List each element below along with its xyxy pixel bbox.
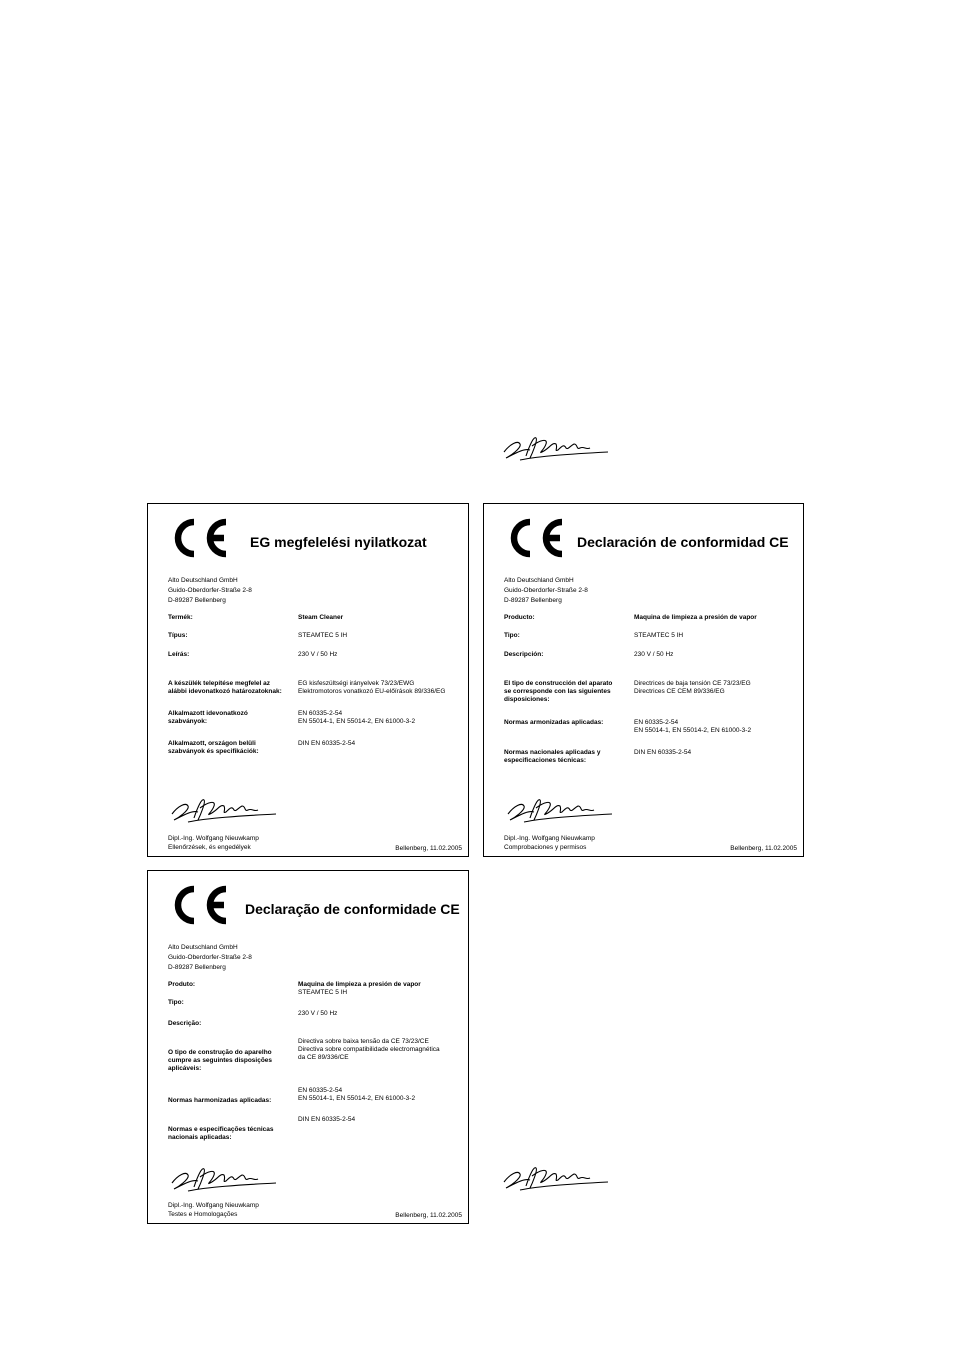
row-label: Alkalmazott, országon belüli szabványok és specifikációk: <box>168 740 259 755</box>
ce-mark-icon <box>168 883 230 927</box>
row-label: Normas harmonizadas aplicadas: <box>168 1097 272 1104</box>
row-label: Descripción: <box>504 651 544 658</box>
row-value: Directiva sobre baixa tensão da CE 73/23/CE Directiva sobre compatibilidade electromagnética da CE 89/336/CE <box>298 1038 440 1061</box>
declaration-card-hu <box>147 503 469 857</box>
signer-block: Dipl.-Ing. Wolfgang Nieuwkamp Ellenőrzések, és engedélyek <box>168 835 259 851</box>
row-value: EN 60335-2-54 EN 55014-1, EN 55014-2, EN 61000-3-2 <box>298 1087 416 1102</box>
place-date: Bellenberg, 11.02.2005 <box>730 845 797 852</box>
row-label: Descrição: <box>168 1020 202 1027</box>
row-label: O tipo de construção do aparelho cumpre as seguintes disposições aplicáveis: <box>168 1049 273 1072</box>
row-value: DIN EN 60335-2-54 <box>298 1116 356 1123</box>
row-label: Tipo: <box>168 999 184 1006</box>
row-value: Steam Cleaner <box>298 614 344 621</box>
ce-mark-icon <box>168 516 230 560</box>
place-date: Bellenberg, 11.02.2005 <box>395 845 462 852</box>
row-value: EN 60335-2-54 EN 55014-1, EN 55014-2, EN 61000-3-2 <box>298 710 416 725</box>
row-label: Tipo: <box>504 632 520 639</box>
row-label: Leírás: <box>168 651 190 658</box>
company-address: Alto Deutschland GmbH Guido-Oberdorfer-Straße 2-8 D-89287 Bellenberg <box>168 944 252 971</box>
row-label: Producto: <box>504 614 535 621</box>
row-label: Normas armonizadas aplicadas: <box>504 719 604 726</box>
row-label: Termék: <box>168 614 193 621</box>
signer-block: Dipl.-Ing. Wolfgang Nieuwkamp Testes e Homologações <box>168 1202 259 1218</box>
row-value: STEAMTEC 5 IH <box>298 632 348 639</box>
place-date: Bellenberg, 11.02.2005 <box>395 1212 462 1219</box>
row-value: DIN EN 60335-2-54 <box>298 740 356 747</box>
signature-icon <box>168 1161 280 1195</box>
row-value: Directrices de baja tensión CE 73/23/EG Directrices CE CEM 89/336/EG <box>634 680 751 695</box>
signature-icon <box>504 792 616 826</box>
row-label: Típus: <box>168 632 188 639</box>
company-address: Alto Deutschland GmbH Guido-Oberdorfer-Straße 2-8 D-89287 Bellenberg <box>504 577 588 604</box>
declaration-title: EG megfelelési nyilatkozat <box>250 534 427 550</box>
row-value: EN 60335-2-54 EN 55014-1, EN 55014-2, EN 61000-3-2 <box>634 719 752 734</box>
row-label: Produto: <box>168 981 196 988</box>
signature-image <box>500 430 612 464</box>
signer-block: Dipl.-Ing. Wolfgang Nieuwkamp Comprobaciones y permisos <box>504 835 595 851</box>
ce-mark-icon <box>504 516 566 560</box>
row-value: 230 V / 50 Hz <box>634 651 674 658</box>
company-address: Alto Deutschland GmbH Guido-Oberdorfer-Straße 2-8 D-89287 Bellenberg <box>168 577 252 604</box>
row-value: DIN EN 60335-2-54 <box>634 749 692 756</box>
row-label: Alkalmazott idevonatkozó szabványok: <box>168 710 248 725</box>
row-value: EG kisfeszültségi irányelvek 73/23/EWG Elektromotoros vonatkozó EU-előírások 89/336/EG <box>298 680 446 695</box>
row-label: Normas nacionales aplicadas y especificaciones técnicas: <box>504 749 601 764</box>
declaration-card-pt <box>147 870 469 1224</box>
signature-icon <box>168 792 280 826</box>
row-value: 230 V / 50 Hz <box>298 651 338 658</box>
row-label: A készülék telepítése megfelel az alábbi idevonatkozó határozatoknak: <box>168 680 282 695</box>
signature-image <box>500 1160 612 1194</box>
row-label: Normas e especificações técnicas nacionais aplicadas: <box>168 1126 274 1141</box>
row-value: 230 V / 50 Hz <box>298 1010 338 1017</box>
declaration-title: Declaração de conformidade CE <box>245 901 460 917</box>
signature-icon <box>500 1160 612 1194</box>
row-value: Maquina de limpieza a presión de vapor <box>634 614 757 621</box>
signature-icon <box>500 430 612 464</box>
row-label: El tipo de construcción del aparato se corresponde con las siguientes disposiciones: <box>504 680 613 703</box>
declaration-title: Declaración de conformidad CE <box>577 534 789 550</box>
row-value: STEAMTEC 5 IH <box>634 632 684 639</box>
declaration-card-es <box>483 503 804 857</box>
row-value: Maquina de limpieza a presión de vapor STEAMTEC 5 IH <box>298 981 421 996</box>
